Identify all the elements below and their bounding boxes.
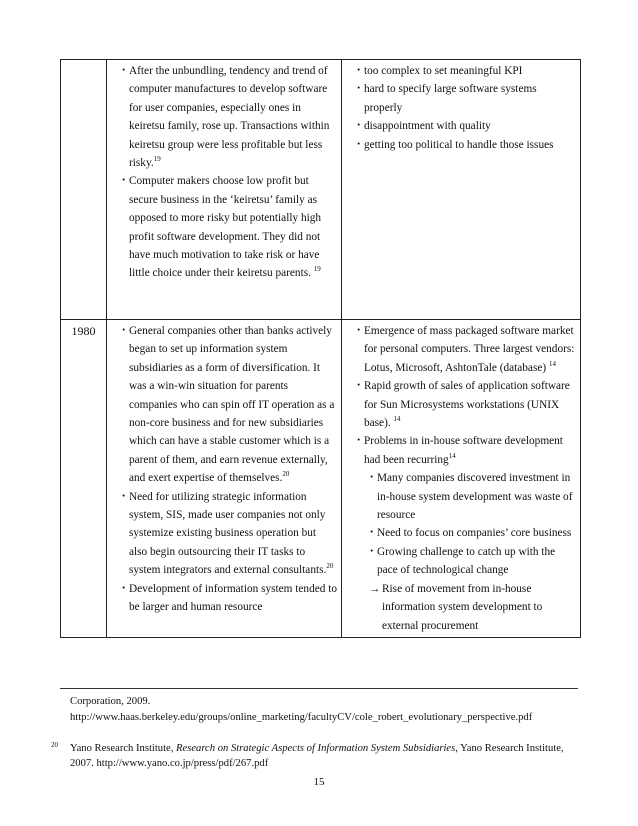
year-cell: 1980: [61, 320, 107, 638]
issues-cell: [342, 60, 581, 320]
list-item: ・Development of information system tended to be larger and human resource: [118, 582, 338, 614]
list-item: → Rise of movement from in-house information system development to external procurement: [342, 580, 576, 635]
footnote-url[interactable]: http://www.haas.berkeley.edu/groups/online_marketing/facultyCV/cole_robert_evolutionary_perspective.pdf: [70, 712, 533, 723]
list-item: ・Need for utilizing strategic information system, SIS, made user companies not only systemize existing business operation but also begin outsourcing their IT tasks to system integrators and external consultants.$^{20}$: [118, 490, 334, 577]
list-item: ・Many companies discovered investment in in-house system development was waste of resource: [366, 472, 573, 522]
table-row: [61, 320, 581, 638]
list-item: ・Emergence of mass packaged software market for personal computers. Three largest vendors: Lotus, Microsoft, AshtonTale (database) $^{14}$: [353, 325, 575, 374]
table-row: [61, 60, 581, 320]
list-item: ・Rapid growth of sales of application software for Sun Microsystems workstations (UNIX base). $^{14}$: [353, 380, 570, 430]
list-item: ・Need to focus on companies’ core business: [366, 527, 572, 540]
software-trend-cell: [107, 60, 342, 320]
list-item: ・too complex to set meaningful KPI: [353, 65, 523, 77]
list-item: ・Problems in in-house software development had been recurring$^{14}$: [353, 435, 563, 466]
list-item: ・hard to specify large software systems properly: [353, 83, 537, 114]
page-number: 15: [313, 776, 325, 788]
footnote-divider: [60, 688, 578, 689]
list-item: ・General companies other than banks actively began to set up information system subsidiaries as a form of diversification. It was a win-win situation for parents companies who can spin off IT operation as a non-core business and for new subsidiaries which can have a stable customer which is a parent of them, and earn revenue externally, and exert expertise of themselves.$^{20}$: [118, 325, 335, 485]
software-trend-cell: [107, 320, 342, 638]
history-table: [60, 59, 581, 638]
footnote-20: Yano Research Institute, Research on Strategic Aspects of Information System Subsidiaries, Yano Research Institute, 2007. http://www.yano.co.jp/press/pdf/267.pdf: [70, 743, 564, 769]
issues-cell: [342, 320, 581, 638]
list-item: ・After the unbundling, tendency and trend of computer manufactures to develop software for user companies, especially ones in keiretsu family, rose up. Transactions within keiretsu group were less profitable but less risky.$^{19}$: [118, 65, 330, 170]
list-item: ・Growing challenge to catch up with the pace of technological change: [366, 545, 556, 577]
year-cell: [61, 60, 107, 320]
list-item: ・disappointment with quality: [353, 120, 491, 133]
right-arrow-icon: →: [369, 582, 381, 595]
footnote-number: 20: [51, 741, 58, 749]
list-item: ・Computer makers choose low profit but secure business in the ‘keiretsu’ family as opposed to more risky but potentially high profit software development. They did not have much motivation to take risk or have little choice under their keiretsu parents. $^{19}$: [118, 175, 322, 280]
list-item: ・getting too political to handle those issues: [353, 138, 554, 151]
footnote-line: Corporation, 2009.: [70, 696, 151, 707]
